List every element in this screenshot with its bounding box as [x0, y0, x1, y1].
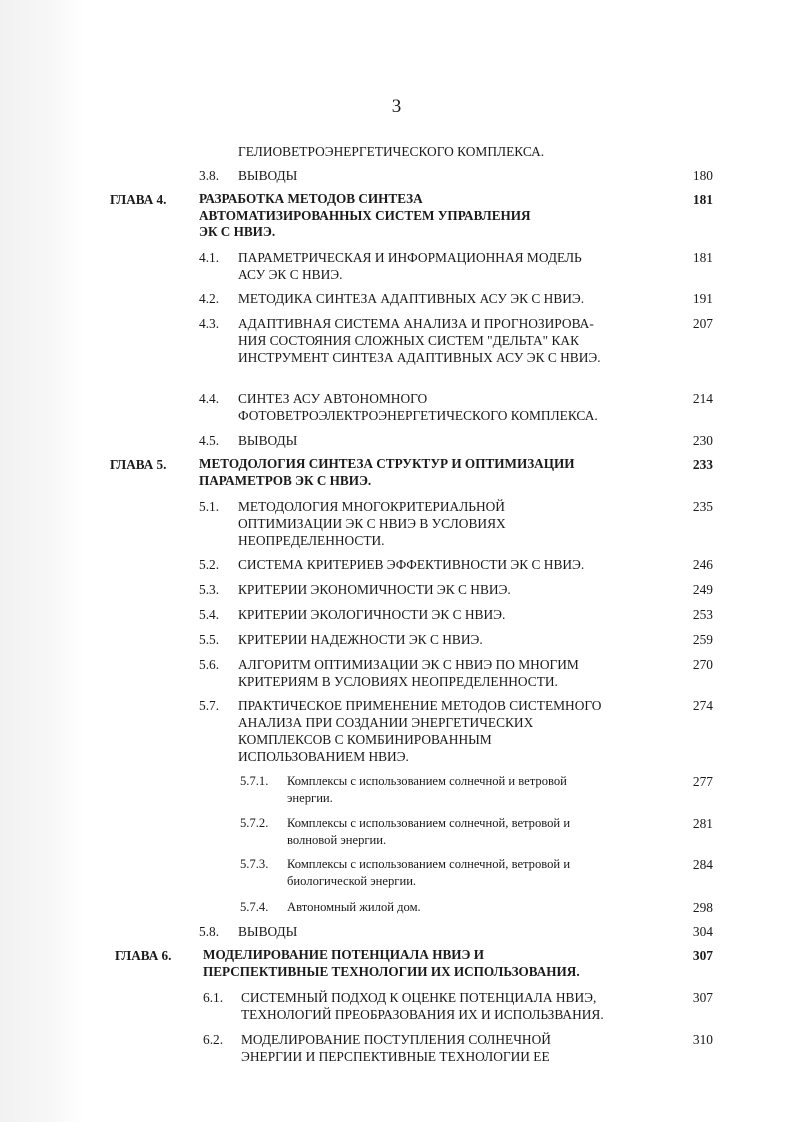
page-ref: 307	[692, 948, 713, 963]
toc-continuation-text: ГЕЛИОВЕТРОЭНЕРГЕТИЧЕСКОГО КОМПЛЕКСА.	[238, 144, 545, 159]
chapter-title: МЕТОДОЛОГИЯ СИНТЕЗА СТРУКТУР И ОПТИМИЗАЦИИ ПАРАМЕТРОВ ЭК С НВИЭ.	[199, 456, 575, 488]
page-ref: 310	[692, 1032, 713, 1047]
section-number: 3.8.	[199, 168, 220, 183]
subsection-number: 5.7.1.	[240, 774, 269, 788]
section-number: 5.6.	[199, 657, 220, 672]
page-ref: 277	[692, 774, 713, 789]
chapter-label: ГЛАВА 5.	[110, 457, 167, 472]
page-ref: 259	[692, 632, 713, 647]
section-number: 5.2.	[199, 557, 220, 572]
subsection-title: Комплексы с использованием солнечной и ветровой энергии.	[287, 774, 567, 805]
subsection-number: 5.7.2.	[240, 816, 269, 830]
page-ref: 304	[692, 924, 713, 939]
section-number: 6.2.	[203, 1032, 224, 1047]
chapter-label: ГЛАВА 4.	[110, 192, 167, 207]
chapter-title: МОДЕЛИРОВАНИЕ ПОТЕНЦИАЛА НВИЭ И ПЕРСПЕКТИВНЫЕ ТЕХНОЛОГИИ ИХ ИСПОЛЬЗОВАНИЯ.	[203, 947, 580, 979]
section-number: 5.5.	[199, 632, 220, 647]
section-number: 4.2.	[199, 291, 220, 306]
section-title: ВЫВОДЫ	[238, 433, 298, 448]
page-ref: 274	[692, 698, 713, 713]
page-ref: 253	[692, 607, 713, 622]
page-number: 3	[391, 96, 402, 117]
section-title: МЕТОДИКА СИНТЕЗА АДАПТИВНЫХ АСУ ЭК С НВИЭ.	[238, 291, 585, 306]
page-ref: 214	[692, 391, 713, 406]
page-ref: 191	[692, 291, 713, 306]
section-title: СИСТЕМНЫЙ ПОДХОД К ОЦЕНКЕ ПОТЕНЦИАЛА НВИЭ, ТЕХНОЛОГИЙ ПРЕОБРАЗОВАНИЯ ИХ И ИСПОЛЬЗВАНИЯ.	[241, 990, 604, 1022]
section-title: СИНТЕЗ АСУ АВТОНОМНОГО ФОТОВЕТРОЭЛЕКТРОЭНЕРГЕТИЧЕСКОГО КОМПЛЕКСА.	[238, 391, 598, 423]
section-number: 5.4.	[199, 607, 220, 622]
section-title: МОДЕЛИРОВАНИЕ ПОСТУПЛЕНИЯ СОЛНЕЧНОЙ ЭНЕРГИИ И ПЕРСПЕКТИВНЫЕ ТЕХНОЛОГИИ ЕЕ	[241, 1032, 551, 1064]
page-ref: 180	[692, 168, 713, 183]
section-title: ПАРАМЕТРИЧЕСКАЯ И ИНФОРМАЦИОННАЯ МОДЕЛЬ АСУ ЭК С НВИЭ.	[238, 250, 582, 282]
page-ref: 181	[692, 250, 713, 265]
page-ref: 246	[692, 557, 713, 572]
section-title: КРИТЕРИИ ЭКОЛОГИЧНОСТИ ЭК С НВИЭ.	[238, 607, 506, 622]
section-number: 5.7.	[199, 698, 220, 713]
subsection-title: Комплексы с использованием солнечной, ветровой и биологической энергии.	[287, 857, 571, 888]
section-title: КРИТЕРИИ ЭКОНОМИЧНОСТИ ЭК С НВИЭ.	[238, 582, 511, 597]
section-number: 4.4.	[199, 391, 220, 406]
section-number: 4.1.	[199, 250, 220, 265]
section-number: 5.3.	[199, 582, 220, 597]
page-ref: 233	[692, 457, 713, 472]
section-title: СИСТЕМА КРИТЕРИЕВ ЭФФЕКТИВНОСТИ ЭК С НВИЭ.	[238, 557, 585, 572]
page-ref: 281	[692, 816, 713, 831]
subsection-title: Комплексы с использованием солнечной, ветровой и волновой энергии.	[287, 816, 571, 847]
section-title: МЕТОДОЛОГИЯ МНОГОКРИТЕРИАЛЬНОЙ ОПТИМИЗАЦИИ ЭК С НВИЭ В УСЛОВИЯХ НЕОПРЕДЕЛЕННОСТИ.	[238, 499, 506, 548]
chapter-label: ГЛАВА 6.	[115, 948, 172, 963]
section-title: ПРАКТИЧЕСКОЕ ПРИМЕНЕНИЕ МЕТОДОВ СИСТЕМНОГО АНАЛИЗА ПРИ СОЗДАНИИ ЭНЕРГЕТИЧЕСКИХ КОМПЛЕКСОВ С КОМБИНИРОВАННЫМ ИСПОЛЬЗОВАНИЕМ НВИЭ.	[238, 698, 602, 764]
section-number: 5.1.	[199, 499, 220, 514]
section-title: КРИТЕРИИ НАДЕЖНОСТИ ЭК С НВИЭ.	[238, 632, 483, 647]
chapter-title: РАЗРАБОТКА МЕТОДОВ СИНТЕЗА АВТОМАТИЗИРОВАННЫХ СИСТЕМ УПРАВЛЕНИЯ ЭК С НВИЭ.	[199, 191, 531, 239]
page-ref: 307	[692, 990, 713, 1005]
page-ref: 235	[692, 499, 713, 514]
section-title: АЛГОРИТМ ОПТИМИЗАЦИИ ЭК С НВИЭ ПО МНОГИМ КРИТЕРИЯМ В УСЛОВИЯХ НЕОПРЕДЕЛЕННОСТИ.	[238, 657, 579, 689]
subsection-title: Автономный жилой дом.	[287, 900, 421, 914]
page-ref: 230	[692, 433, 713, 448]
page-ref: 270	[692, 657, 713, 672]
section-number: 5.8.	[199, 924, 220, 939]
page-ref: 298	[692, 900, 713, 915]
section-title: ВЫВОДЫ	[238, 168, 298, 183]
section-number: 6.1.	[203, 990, 224, 1005]
page-ref: 207	[692, 316, 713, 331]
page-ref: 249	[692, 582, 713, 597]
section-number: 4.5.	[199, 433, 220, 448]
page-ref: 284	[692, 857, 713, 872]
subsection-number: 5.7.4.	[240, 900, 269, 914]
section-title: ВЫВОДЫ	[238, 924, 298, 939]
section-number: 4.3.	[199, 316, 220, 331]
subsection-number: 5.7.3.	[240, 857, 269, 871]
section-title: АДАПТИВНАЯ СИСТЕМА АНАЛИЗА И ПРОГНОЗИРОВА- НИЯ СОСТОЯНИЯ СЛОЖНЫХ СИСТЕМ "ДЕЛЬТА" КАК ИНСТРУМЕНТ СИНТЕЗА АДАПТИВНЫХ АСУ ЭК С НВИЭ.	[238, 316, 601, 365]
page-ref: 181	[692, 192, 713, 207]
